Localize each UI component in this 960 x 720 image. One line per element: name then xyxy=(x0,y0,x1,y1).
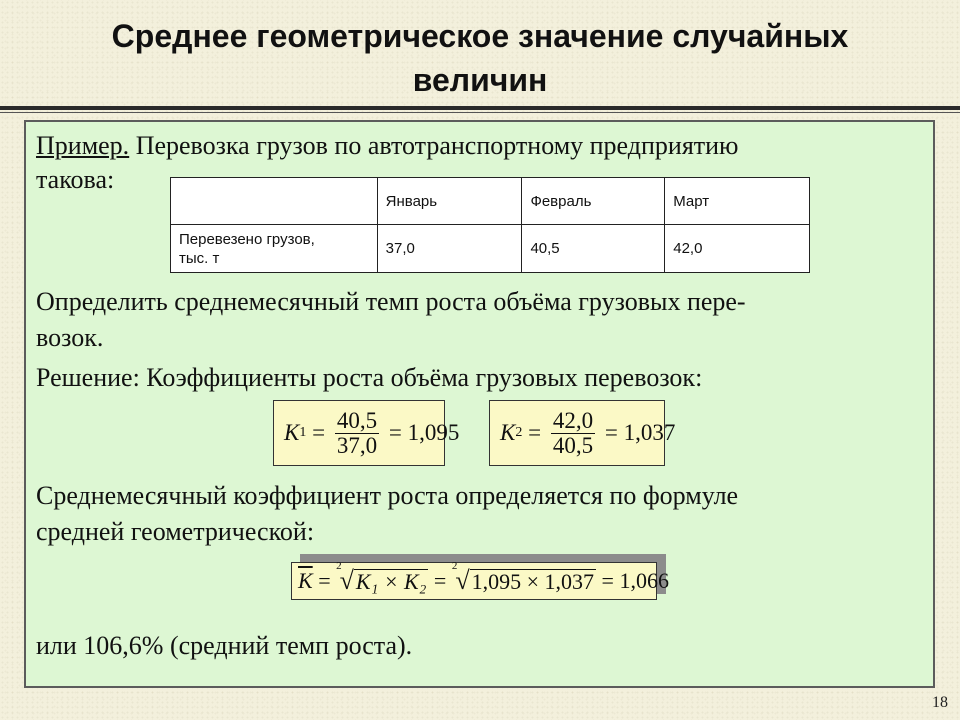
example-intro xyxy=(36,130,738,162)
geometric-text-line2: средней геометрической: xyxy=(36,517,315,546)
k2-fraction xyxy=(551,409,595,458)
table-header-cell: Февраль xyxy=(522,178,665,225)
conclusion-line: или 106,6% (средний темп роста). xyxy=(36,631,413,660)
radicand-symbolic: K₁ × K₂ xyxy=(355,568,427,594)
title-divider-thin xyxy=(0,112,960,113)
row-label-line2: тыс. т xyxy=(179,249,220,267)
k2-result: 1,037 xyxy=(623,420,676,445)
task-line1: Определить среднемесячный темп роста объёма грузовых пере- xyxy=(36,287,746,316)
formula-k1: K 1 = $\frac{40,5}{37,0}$ = 1,095 xyxy=(273,400,445,466)
solution-line: Решение: Коэффициенты роста объёма грузовых перевозок: xyxy=(36,363,703,392)
radical-sign-icon: √ xyxy=(455,565,470,595)
table-header-cell xyxy=(171,178,378,225)
root-index-2: 2 xyxy=(451,559,458,572)
geometric-formula: $\overline{K}$ = 2 √ K₁ × K₂ = 2 √ 1,095 × 1,037 = 1,066 xyxy=(291,562,657,600)
radical-sign-icon: √ xyxy=(339,565,354,595)
slide-title-line2: величин xyxy=(412,62,548,98)
title-divider-thick xyxy=(0,106,960,110)
table-row xyxy=(171,225,810,273)
table-cell: 37,0 xyxy=(377,225,522,273)
k2-symbol: K xyxy=(500,420,516,445)
k1-denominator: 37,0 xyxy=(336,432,378,458)
geometric-result: 1,066 xyxy=(619,568,669,593)
k2-numerator: 42,0 xyxy=(552,407,594,433)
k1-subscript: 1 xyxy=(299,425,307,440)
example-label: Пример. xyxy=(36,131,130,160)
k1-fraction xyxy=(335,409,379,458)
table-header-cell: Март xyxy=(665,178,810,225)
table-cell: 42,0 xyxy=(665,225,810,273)
root-index: 2 xyxy=(336,559,342,572)
example-intro-text: Перевозка грузов по автотранспортному предприятию xyxy=(129,131,739,160)
page-number: 18 xyxy=(932,694,948,711)
task-line2: возок. xyxy=(36,323,104,352)
formula-k2: K 2 = $\frac{42,0}{40,5}$ = 1,037 xyxy=(489,400,665,466)
row-label-line1: Перевезено грузов, xyxy=(179,230,315,248)
k2-subscript: 2 xyxy=(515,425,523,440)
table-cell: 40,5 xyxy=(522,225,665,273)
kbar-symbol: $\overline{K}$ xyxy=(298,568,313,593)
table-header-cell: Январь xyxy=(377,178,522,225)
table-row-label xyxy=(171,225,378,273)
k2-denominator: 40,5 xyxy=(552,432,594,458)
radicand-numeric: 1,095 × 1,037 xyxy=(471,568,595,594)
k1-symbol: K xyxy=(284,420,300,445)
root-numeric xyxy=(451,559,596,595)
k1-result: 1,095 xyxy=(407,420,460,445)
k1-numerator: 40,5 xyxy=(336,407,378,433)
cargo-table xyxy=(170,177,810,273)
root-symbolic xyxy=(336,559,428,595)
slide-title xyxy=(0,14,960,102)
example-intro-line2: такова: xyxy=(36,165,115,194)
geometric-text-line1: Среднемесячный коэффициент роста определяется по формуле xyxy=(36,481,739,510)
slide-title-line1: Среднее геометрическое значение случайных xyxy=(111,18,849,54)
table-header-row xyxy=(171,178,810,225)
content-panel xyxy=(24,120,935,688)
